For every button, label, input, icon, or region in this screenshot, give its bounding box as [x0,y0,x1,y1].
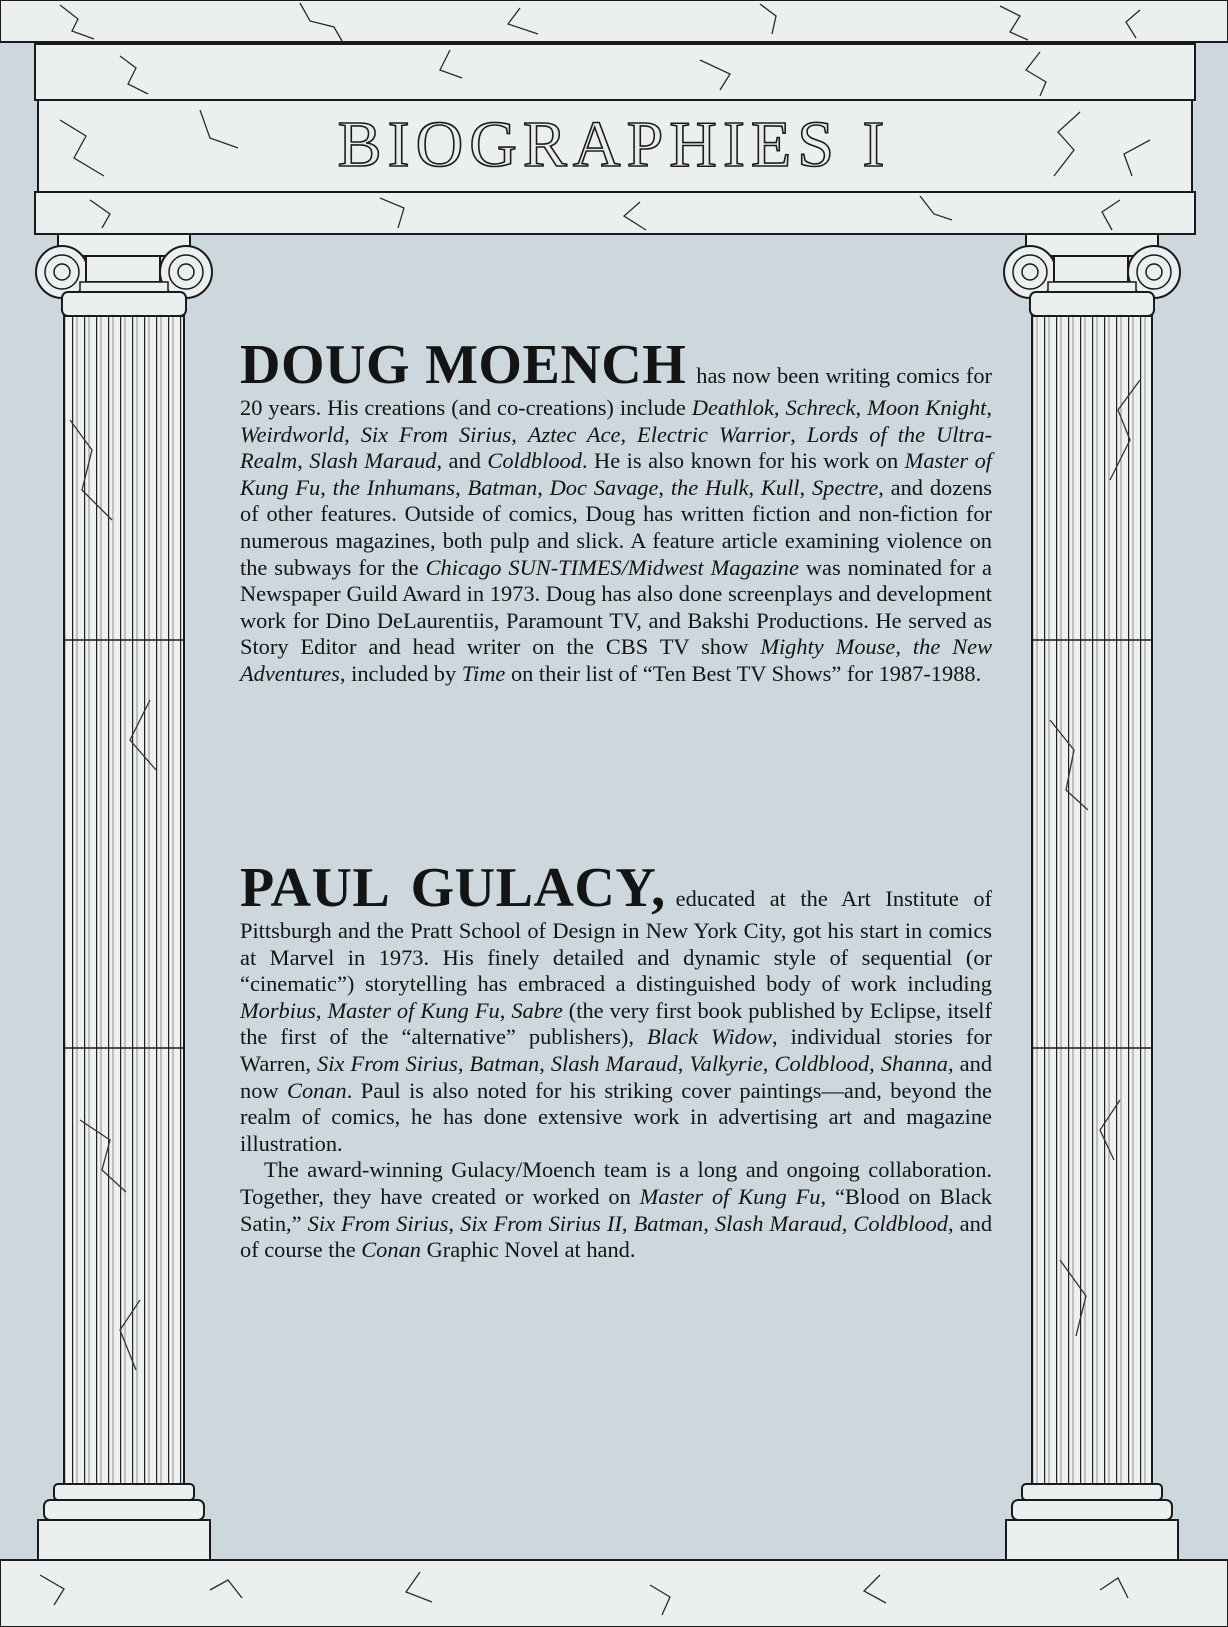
text-run: , [455,474,468,500]
italic-title: Doc Savage [549,474,659,500]
text-run: , [855,395,868,420]
text-run: , [799,474,812,500]
bio-text [240,886,992,1156]
italic-title: Slash Maraud [309,448,437,474]
italic-title: Shanna [880,1050,948,1076]
text-run: , “Blood on Black Satin,” [240,1183,992,1236]
text-run: , [790,421,807,447]
text-run: educated at the Art Institute of Pittsburgh and the Pratt School of Design in New York City, got his start in comics at Marvel in 1973. His finely detailed and dynamic style of sequential (or “cinematic”) storytelling has embraced a distinguished body of work including [240,886,992,997]
bio-doug-moench [240,335,992,688]
italic-title: Master of Kung Fu [639,1183,821,1209]
text-run: , [539,1050,551,1076]
italic-title: Six From Sirius [317,1050,458,1076]
text-run: , [499,997,512,1023]
text-run: , [511,421,528,447]
text-run: . Paul is also noted for his striking cover paintings—and, beyond the realm of comics, he has done extensive work in advertising art and magazine illustration. [240,1077,992,1156]
text-run: (the very first book published by Eclipse, itself the first of the “alternative” publishers), [240,997,992,1050]
text-run: , [703,1210,715,1236]
bio-name: PAUL GULACY, [240,857,666,919]
italic-title: Weirdworld [240,421,345,447]
bio-paul-gulacy [240,858,992,1264]
text-run: , [621,1210,634,1236]
text-run: , [869,1050,881,1076]
text-run: , [315,997,328,1023]
italic-title: Master of Kung Fu [327,997,500,1023]
bio-text [240,363,992,686]
italic-title: Black Widow [647,1024,772,1050]
bio-body [240,858,992,1264]
italic-title: Slash Maraud [714,1210,842,1236]
italic-title: Sabre [511,997,563,1023]
italic-title: Lords of the Ultra-Realm [240,421,993,474]
italic-title: Electric Warrior [637,421,791,447]
italic-title: Six From Sirius [360,421,512,447]
text-run: , [748,474,761,500]
italic-title: Chicago SUN-TIMES/Midwest Magazine [425,554,799,580]
text-run: , and of course the [240,1210,993,1263]
italic-title: Coldblood [774,1050,870,1076]
italic-title: Coldblood [853,1210,948,1236]
text-run: , and now [240,1050,993,1103]
bio-name: DOUG MOENCH [240,334,687,396]
text-run: , [677,1050,690,1076]
text-run: , [841,1210,854,1236]
italic-title: Batman [633,1210,704,1236]
text-run: , included by [339,660,462,686]
text-run: , [986,395,992,420]
text-run: has now been writing comics for 20 years. His creations (and co-creations) include [240,363,992,420]
base-plinth [0,1560,1228,1627]
italic-title: Valkyrie [689,1050,763,1076]
page-title: BIOGRAPHIES I [337,108,891,181]
text-run: on their list of “Ten Best TV Shows” for 1987-1988. [505,660,982,686]
text-run: , [658,474,671,500]
italic-title: Conan [361,1237,421,1263]
italic-title: Schreck [785,395,856,420]
text-run: , individual stories for Warren, [240,1024,992,1076]
text-run: , [320,474,333,500]
bio-paragraph [240,1157,992,1263]
italic-title: Batman [467,474,538,500]
bio-paragraph [240,858,992,1157]
italic-title: Six From Sirius II [460,1210,622,1236]
text-run: , [448,1210,461,1236]
italic-title: Master of Kung Fu [240,448,993,500]
italic-title: Slash Maraud [550,1050,678,1076]
text-run: , [773,395,786,420]
italic-title: Mighty Mouse, the New Adventures [240,634,993,686]
text-run: , [537,474,550,500]
text-run: , [762,1050,775,1076]
text-run: , [457,1050,470,1076]
text-run: The award-winning Gulacy/Moench team is a long and ongoing collaboration. Together, they have created or worked on [240,1157,992,1209]
text-run: Graphic Novel at hand. [420,1237,636,1263]
italic-title: Deathlok [691,395,774,420]
italic-title: the Inhumans [332,474,456,500]
text-run: was nominated for a Newspaper Guild Award in 1973. Doug has also done screenplays and development work for Dino DeLaurentiis, Paramount TV, and Bakshi Productions. He served as Story Editor and head writer on the CBS TV show [240,554,992,660]
text-run: , [620,421,638,447]
text-run: , and dozens of other features. Outside of comics, Doug has written fiction and non-fiction for numerous magazines, both pulp and slick. A feature article examining violence on the subways for the [240,474,992,580]
italic-title: Time [461,660,506,686]
text-run: , [297,448,310,474]
italic-title: Morbius [240,997,316,1023]
italic-title: Moon Knight [867,395,987,420]
italic-title: Spectre [811,474,879,500]
italic-title: Kull [760,474,800,500]
italic-title: Conan [287,1077,347,1103]
text-run: , and [436,448,488,474]
left-column [36,234,212,1560]
italic-title: Coldblood [487,448,582,474]
text-run: , [344,421,361,447]
italic-title: the Hulk [670,474,749,500]
italic-title: Batman [469,1050,540,1076]
italic-title: Six From Sirius [307,1210,449,1236]
right-column [1004,234,1180,1560]
bio-paragraph [240,335,992,688]
bio-text [240,1157,992,1262]
italic-title: Aztec Ace [527,421,621,447]
text-run: . He is also known for his work on [581,448,905,474]
bio-body [240,335,992,688]
